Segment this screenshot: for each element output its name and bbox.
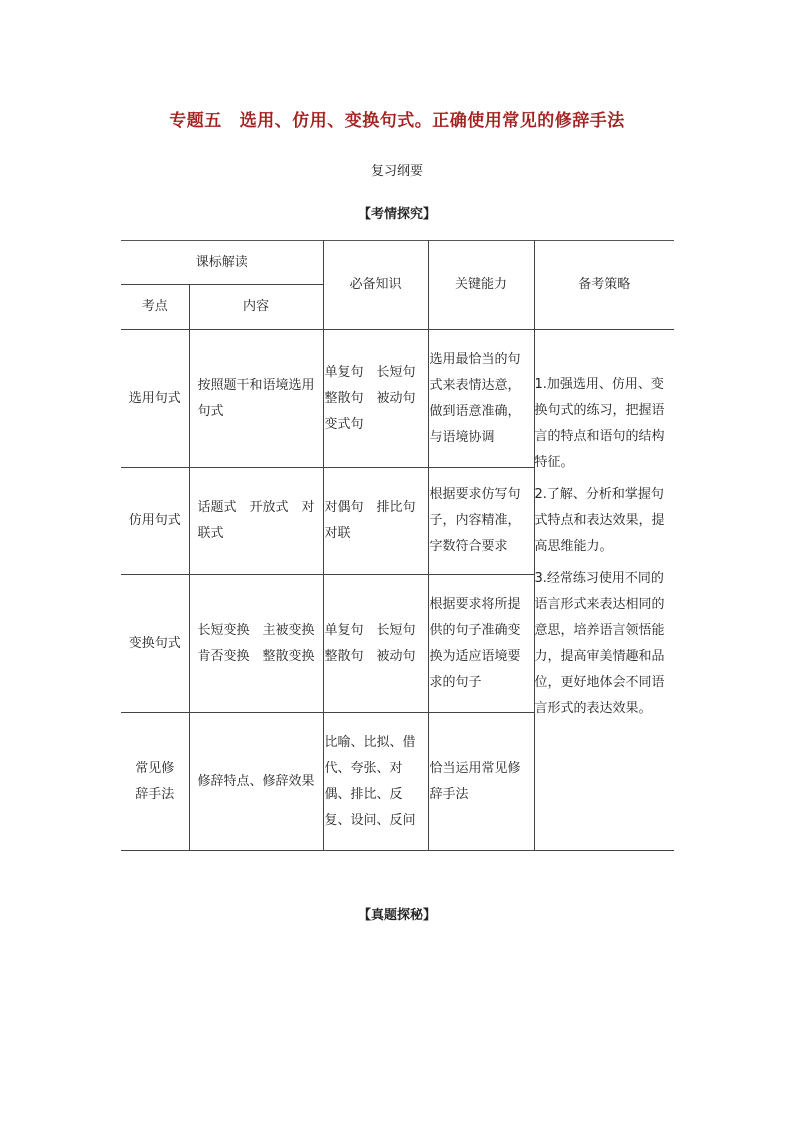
exam-analysis-table xyxy=(121,240,674,851)
row-point: 仿用句式 xyxy=(121,468,189,575)
strategy-item-3: 3.经常练习使用不同的语言形式来表达相同的意思，培养语言领悟能力，提高审美情趣和品位，更好地体会不同语言形式的表达效果。 xyxy=(534,571,665,716)
row-ability: 根据要求将所提供的句子准确变换为适应语境要求的句子 xyxy=(428,575,534,713)
header-knowledge: 必备知识 xyxy=(323,241,428,330)
header-content: 内容 xyxy=(189,285,323,330)
row-ability: 根据要求仿写句子，内容精准，字数符合要求 xyxy=(428,468,534,575)
table-row xyxy=(121,330,674,468)
row-content: 话题式 开放式 对联式 xyxy=(189,468,323,575)
row-knowledge: 比喻、比拟、借代、夸张、对偶、排比、反复、设问、反问 xyxy=(323,713,428,851)
subtitle: 复习纲要 xyxy=(370,164,423,179)
row-ability: 选用最恰当的句式来表情达意，做到语意准确，与语境协调 xyxy=(428,330,534,468)
row-point: 选用句式 xyxy=(121,330,189,468)
row-knowledge: 对偶句 排比句 对联 xyxy=(323,468,428,575)
row-point: 变换句式 xyxy=(121,575,189,713)
strategy-item-2: 2.了解、分析和掌握句式特点和表达效果，提高思维能力。 xyxy=(534,487,665,554)
section-heading-exam-analysis: 【考情探究】 xyxy=(357,207,436,222)
strategy-item-1: 1.加强选用、仿用、变换句式的练习，把握语言的特点和语句的结构特征。 xyxy=(534,377,665,470)
header-strategy: 备考策略 xyxy=(534,241,674,330)
row-content: 修辞特点、修辞效果 xyxy=(189,713,323,851)
title-topic-text: 选用、仿用、变换句式。正确使用常见的修辞手法 xyxy=(239,111,625,131)
page-title xyxy=(0,106,794,131)
header-ability: 关键能力 xyxy=(428,241,534,330)
strategy-cell xyxy=(534,330,674,851)
header-point: 考点 xyxy=(121,285,189,330)
row-knowledge: 单复句 长短句 整散句 被动句 变式句 xyxy=(323,330,428,468)
title-topic-number: 专题五 xyxy=(169,111,222,131)
row-ability: 恰当运用常见修辞手法 xyxy=(428,713,534,851)
header-curriculum: 课标解读 xyxy=(121,241,323,285)
row-point: 常见修辞手法 xyxy=(121,713,189,851)
section-heading-real-questions: 【真题探秘】 xyxy=(357,908,436,923)
row-content: 长短变换 主被变换 肯否变换 整散变换 xyxy=(189,575,323,713)
row-knowledge: 单复句 长短句 整散句 被动句 xyxy=(323,575,428,713)
row-content: 按照题干和语境选用句式 xyxy=(189,330,323,468)
